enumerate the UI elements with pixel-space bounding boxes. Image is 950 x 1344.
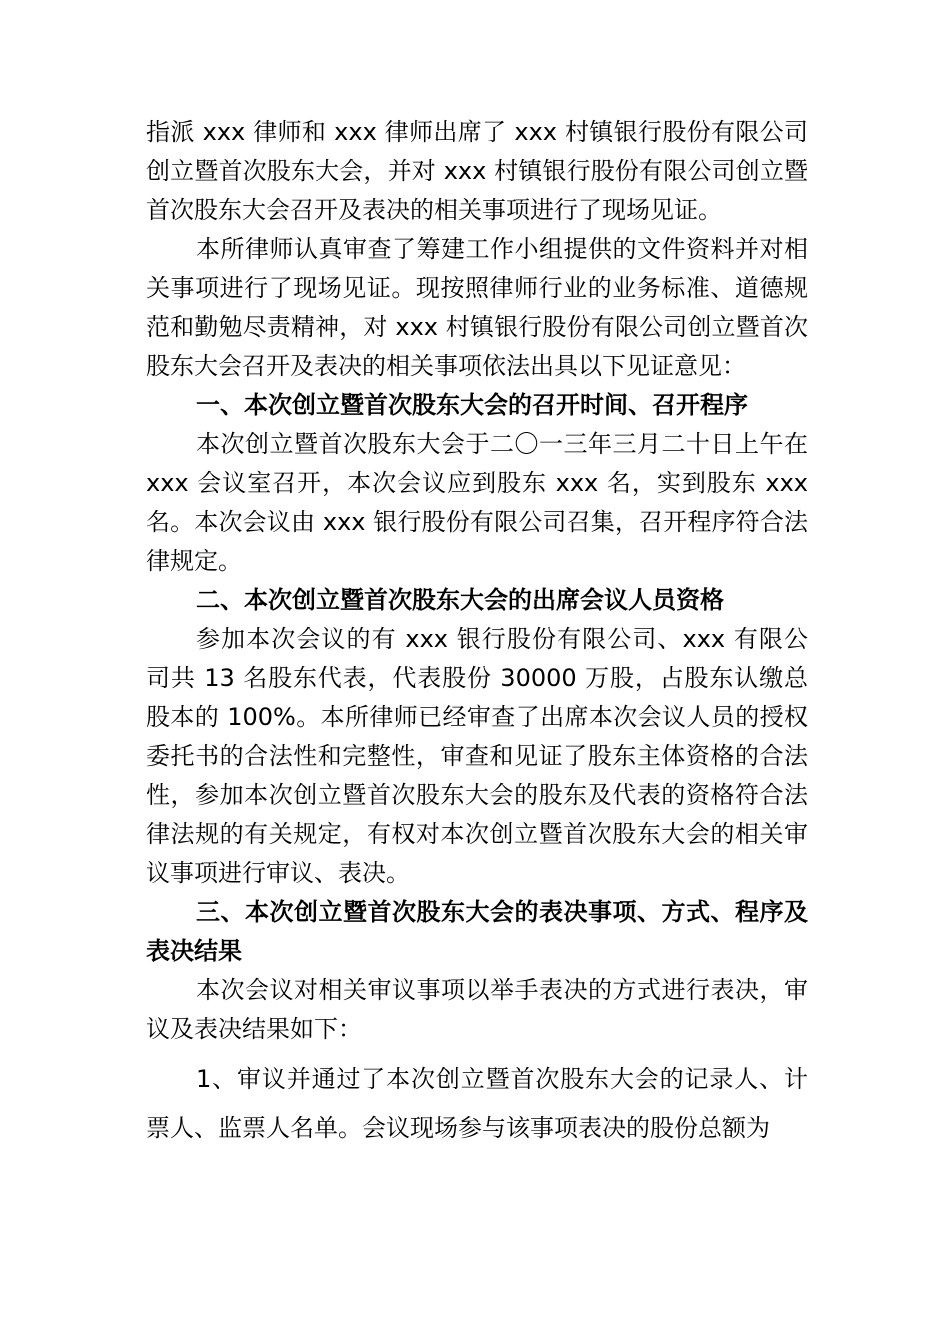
paragraph-intro-continuation: 指派 xxx 律师和 xxx 律师出席了 xxx 村镇银行股份有限公司创立暨首次股东大会，并对 xxx 村镇银行股份有限公司创立暨首次股东大会召开及表决的相关事项进行了现场见证。 <box>146 118 808 224</box>
document-body <box>146 113 808 1153</box>
paragraph-review-statement: 本所律师认真审查了筹建工作小组提供的文件资料并对相关事项进行了现场见证。现按照律师行业的业务标准、道德规范和勤勉尽责精神，对 xxx 村镇银行股份有限公司创立暨首次股东大会召开及表决的相关事项依法出具以下见证意见： <box>146 235 808 380</box>
section-heading-1: 一、本次创立暨首次股东大会的召开时间、召开程序 <box>196 391 748 419</box>
paragraph-meeting-time: 本次创立暨首次股东大会于二〇一三年三月二十日上午在 xxx 会议室召开，本次会议应到股东 xxx 名，实到股东 xxx 名。本次会议由 xxx 银行股份有限公司召集，召开程序符合法律规定。 <box>146 430 808 575</box>
section-heading-3: 三、本次创立暨首次股东大会的表决事项、方式、程序及表决结果 <box>146 898 808 965</box>
paragraph-attendee-qualification: 参加本次会议的有 xxx 银行股份有限公司、xxx 有限公司共 13 名股东代表，代表股份 30000 万股，占股东认缴总股本的 100%。本所律师已经审查了出席本次会议人员的授权委托书的合法性和完整性，审查和见证了股东主体资格的合法性，参加本次创立暨首次股东大会的股东及代表的资格符合法律法规的有关规定，有权对本次创立暨首次股东大会的相关审议事项进行审议、表决。 <box>146 625 808 887</box>
paragraph-voting-method: 本次会议对相关审议事项以举手表决的方式进行表决，审议及表决结果如下： <box>146 976 808 1043</box>
section-heading-2: 二、本次创立暨首次股东大会的出席会议人员资格 <box>196 586 724 614</box>
paragraph-item-1: 1、审议并通过了本次创立暨首次股东大会的记录人、计票人、监票人名单。会议现场参与该事项表决的股份总额为 <box>146 1065 808 1142</box>
